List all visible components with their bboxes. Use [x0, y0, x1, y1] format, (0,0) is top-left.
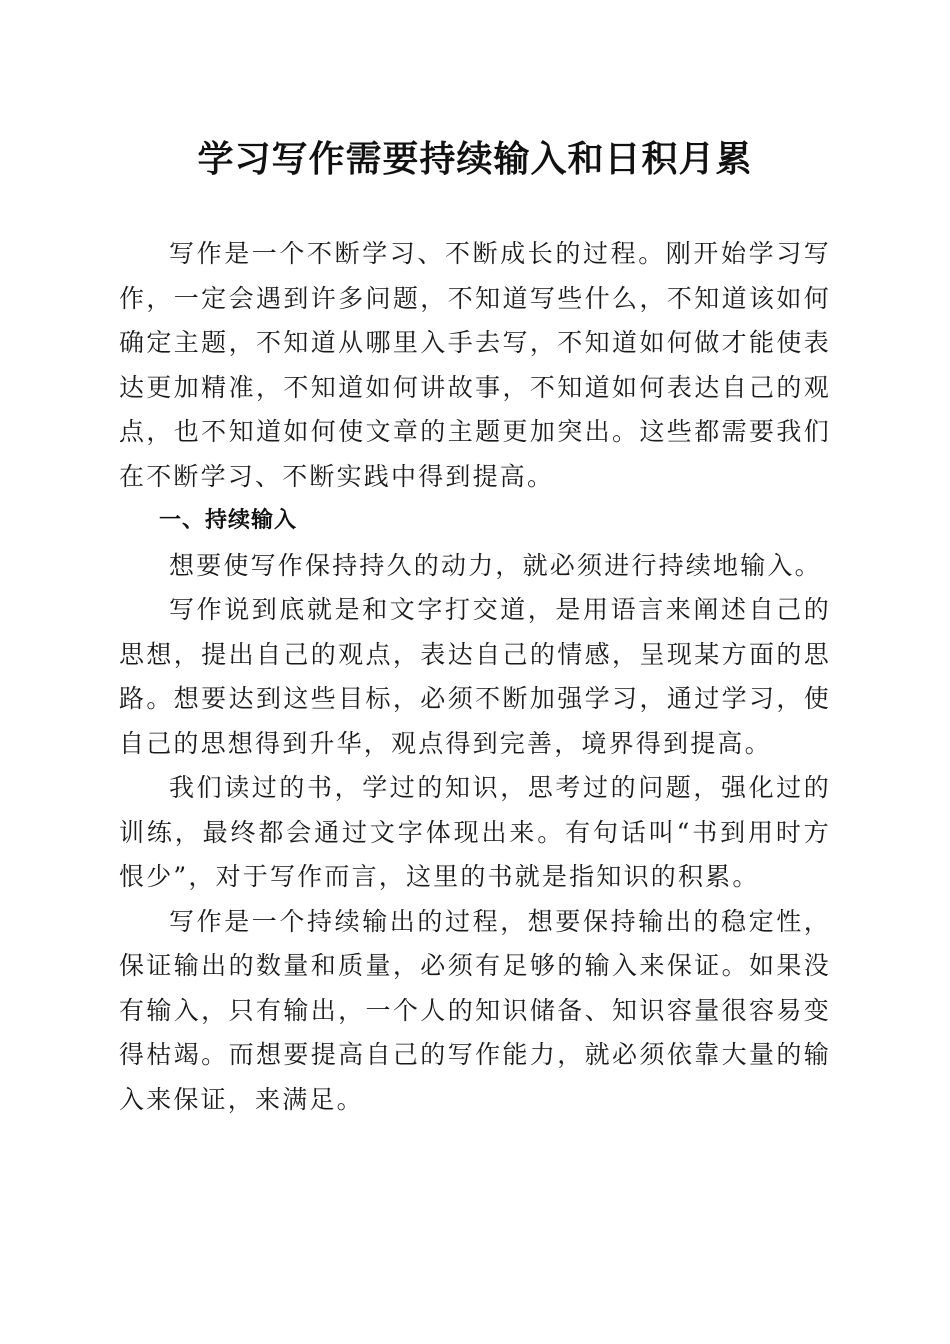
document-title: 学习写作需要持续输入和日积月累 — [197, 138, 753, 180]
body-paragraph: 写作说到底就是和文字打交道，是用语言来阐述自己的思想，提出自己的观点，表达自己的情感，呈现某方面的思路。想要达到这些目标，必须不断加强学习，通过学习，使自己的思想得到升华，观点得到完善，境界得到提高。 — [119, 595, 831, 758]
document-body — [119, 232, 831, 1122]
body-paragraph: 写作是一个持续输出的过程，想要保持输出的稳定性，保证输出的数量和质量，必须有足够的输入来保证。如果没有输入，只有输出，一个人的知识储备、知识容量很容易变得枯竭。而想要提高自己的写作能力，就必须依靠大量的输入来保证，来满足。 — [119, 906, 831, 1114]
body-paragraph: 想要使写作保持持久的动力，就必须进行持续地输入。 — [169, 550, 822, 580]
intro-paragraph: 写作是一个不断学习、不断成长的过程。刚开始学习写作，一定会遇到许多问题，不知道写些什么，不知道该如何确定主题，不知道从哪里入手去写，不知道如何做才能使表达更加精准，不知道如何讲故事，不知道如何表达自己的观点，也不知道如何使文章的主题更加突出。这些都需要我们在不断学习、不断实践中得到提高。 — [119, 239, 831, 491]
body-paragraph: 我们读过的书，学过的知识，思考过的问题，强化过的训练，最终都会通过文字体现出来。有句话叫“书到用时方恨少”，对于写作而言，这里的书就是指知识的积累。 — [119, 773, 831, 891]
section-heading: 一、持续输入 — [159, 508, 298, 533]
